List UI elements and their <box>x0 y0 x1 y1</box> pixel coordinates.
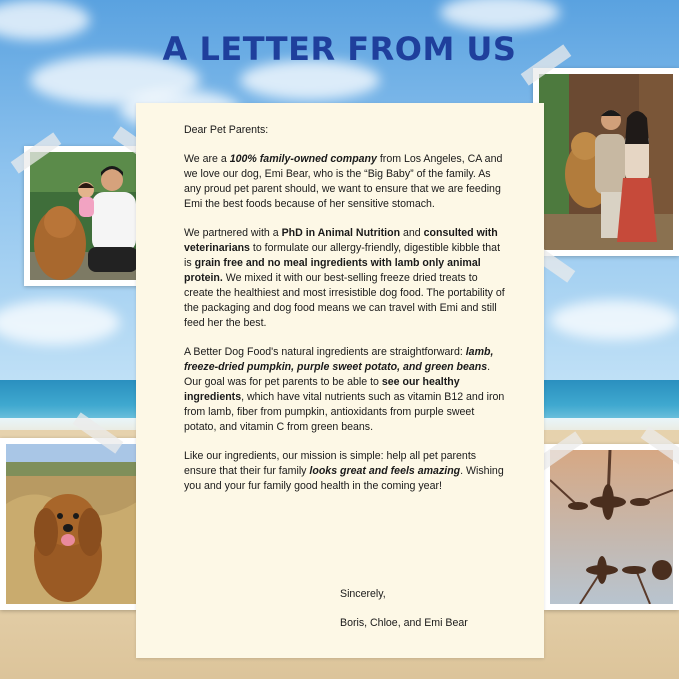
text-run: We partnered with a <box>184 227 282 239</box>
bold-run: consulted with veterinarians <box>184 227 498 254</box>
bold-run: grain free and no meal ingredients with lamb only animal protein. <box>184 257 481 284</box>
photo-couple-with-dog <box>533 68 679 256</box>
text-run: to formulate our allergy-friendly, digestible kibble that is <box>184 242 501 269</box>
family-photo-image <box>30 152 146 280</box>
bold-run: PhD in Animal Nutrition <box>281 227 401 239</box>
dog-photo-image <box>6 444 140 604</box>
text-run: Like our ingredients, our mission is simple: help all pet parents ensure that their fur family <box>184 450 477 477</box>
letter-paragraph-3 <box>184 345 509 435</box>
text-run: , which have vital nutrients such as vitamin B12 and iron from lamb, fiber from pumpkin, antioxidants from purple sweet potato, and vitamin C from green beans. <box>184 391 505 433</box>
text-run: . Our goal was for pet parents to be able to <box>184 361 491 388</box>
cloud <box>550 300 679 340</box>
letter-greeting: Dear Pet Parents: <box>184 124 269 136</box>
text-run: We are a <box>184 153 230 165</box>
letter-body <box>184 123 509 508</box>
letter-closing: Sincerely, <box>340 588 386 600</box>
text-run: We mixed it with our best-selling freeze dried treats to create the healthiest and most irresistible dog food. The portability of the packaging and dog food means we can travel with Emi and still feed her the best. <box>184 272 505 329</box>
text-run: and <box>400 227 424 239</box>
text-run: A Better Dog Food's natural ingredients are straightforward: <box>184 346 466 358</box>
photo-family-with-dog <box>24 146 152 286</box>
emphasis-run: 100% family-owned company <box>229 153 377 165</box>
photo-palm-trees <box>544 444 679 610</box>
letter-signoff <box>340 587 468 645</box>
letter-signature: Boris, Chloe, and Emi Bear <box>340 617 468 629</box>
palm-trees-image <box>550 450 673 604</box>
page-title: A LETTER FROM US <box>162 30 517 68</box>
letter-paragraph-4 <box>184 449 509 494</box>
letter-paper <box>136 103 544 658</box>
emphasis-run: lamb, freeze-dried pumpkin, purple sweet potato, and green beans <box>184 346 494 373</box>
letter-paragraph-2 <box>184 226 509 331</box>
emphasis-run: looks great and feels amazing <box>309 465 461 477</box>
bold-run: see our healthy ingredients <box>184 376 460 403</box>
text-run: . Wishing you and your fur family good health in the coming year! <box>184 465 504 492</box>
letter-paragraph-1 <box>184 152 509 212</box>
text-run: from Los Angeles, CA and we love our dog, Emi Bear, who is the “Big Baby” of the family. As any proud pet parent should, we want to ensure that we are feeding Emi the best foods because of her sensitive stomach. <box>184 153 503 210</box>
photo-dog-in-grass <box>0 438 146 610</box>
couple-photo-image <box>539 74 673 250</box>
